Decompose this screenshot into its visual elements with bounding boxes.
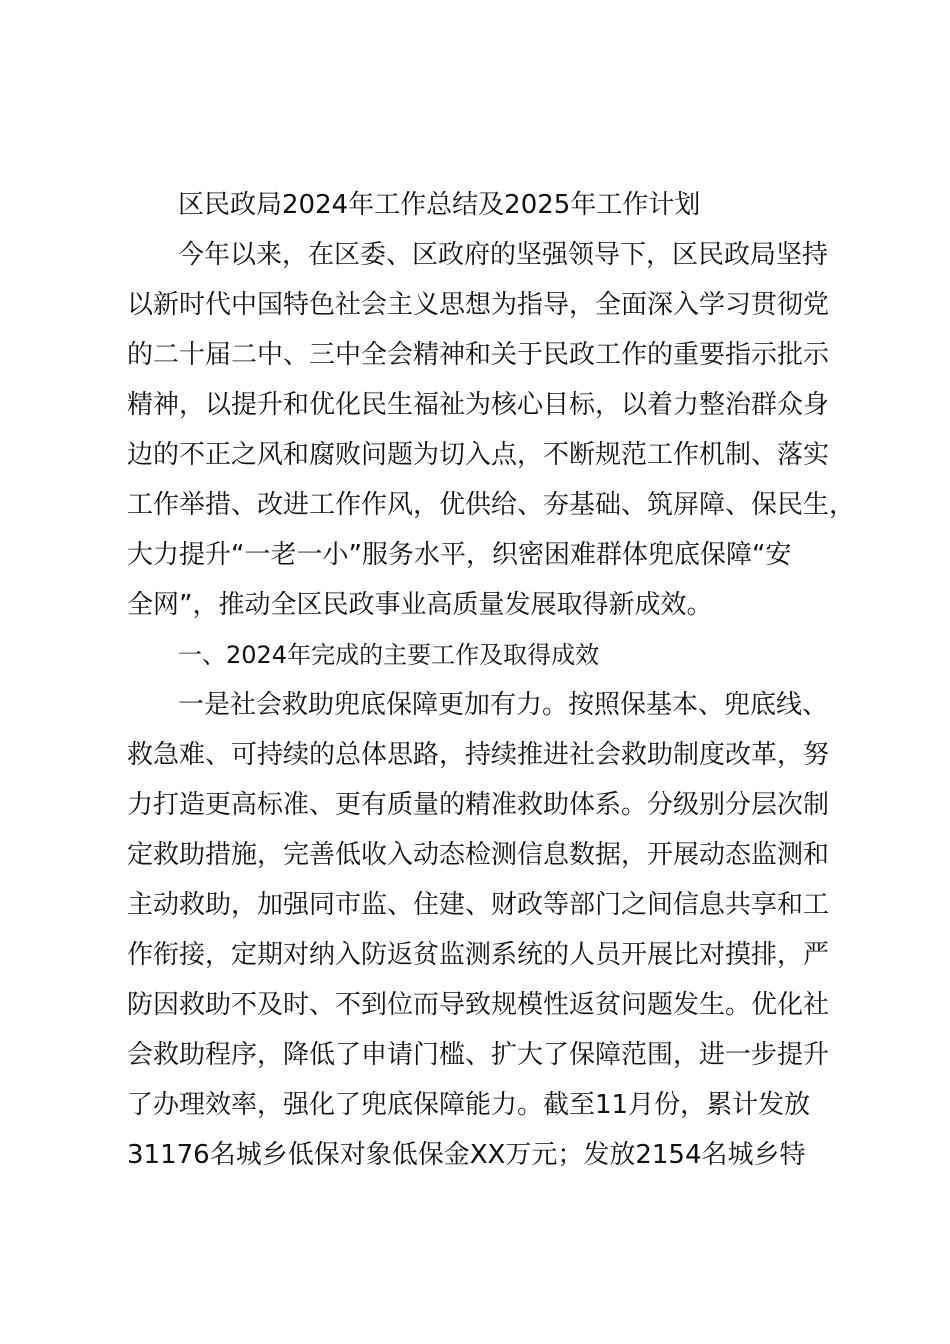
paragraph-line: 了办理效率，强化了兜底保障能力。截至11月份，累计发放 (127, 1090, 811, 1120)
paragraph-line: 以新时代中国特色社会主义思想为指导，全面深入学习贯彻党 (127, 290, 830, 320)
paragraph-line: 主动救助，加强同市监、住建、财政等部门之间信息共享和工 (127, 890, 830, 920)
paragraph-line: 工作举措、改进工作作风，优供给、夯基础、筑屏障、保民生， (127, 490, 856, 520)
paragraph-line: 会救助程序，降低了申请门槛、扩大了保障范围，进一步提升 (127, 1040, 830, 1070)
paragraph-line: 精神，以提升和优化民生福祉为核心目标，以着力整治群众身 (127, 390, 830, 420)
paragraph-line: 的二十届二中、三中全会精神和关于民政工作的重要指示批示 (127, 340, 830, 370)
document-title: 区民政局2024年工作总结及2025年工作计划 (178, 190, 701, 220)
paragraph-line: 救急难、可持续的总体思路，持续推进社会救助制度改革，努 (127, 740, 830, 770)
paragraph-line: 31176名城乡低保对象低保金XX万元；发放2154名城乡特 (127, 1140, 806, 1170)
paragraph-line: 今年以来，在区委、区政府的坚强领导下，区民政局坚持 (178, 240, 829, 270)
paragraph-line: 一是社会救助兜底保障更加有力。按照保基本、兜底线、 (178, 690, 829, 720)
paragraph-line: 定救助措施，完善低收入动态检测信息数据，开展动态监测和 (127, 840, 830, 870)
paragraph-line: 防因救助不及时、不到位而导致规模性返贫问题发生。优化社 (127, 990, 830, 1020)
paragraph-line: 力打造更高标准、更有质量的精准救助体系。分级别分层次制 (127, 790, 830, 820)
section-heading-text: 一、2024年完成的主要工作及取得成效 (178, 641, 600, 669)
paragraph-line: 边的不正之风和腐败问题为切入点，不断规范工作机制、落实 (127, 440, 830, 470)
paragraph-line: 大力提升“一老一小”服务水平，织密困难群体兜底保障“安 (127, 540, 792, 570)
paragraph-line: 全网”，推动全区民政事业高质量发展取得新成效。 (127, 590, 713, 620)
paragraph-line: 作衔接，定期对纳入防返贫监测系统的人员开展比对摸排，严 (127, 940, 830, 970)
